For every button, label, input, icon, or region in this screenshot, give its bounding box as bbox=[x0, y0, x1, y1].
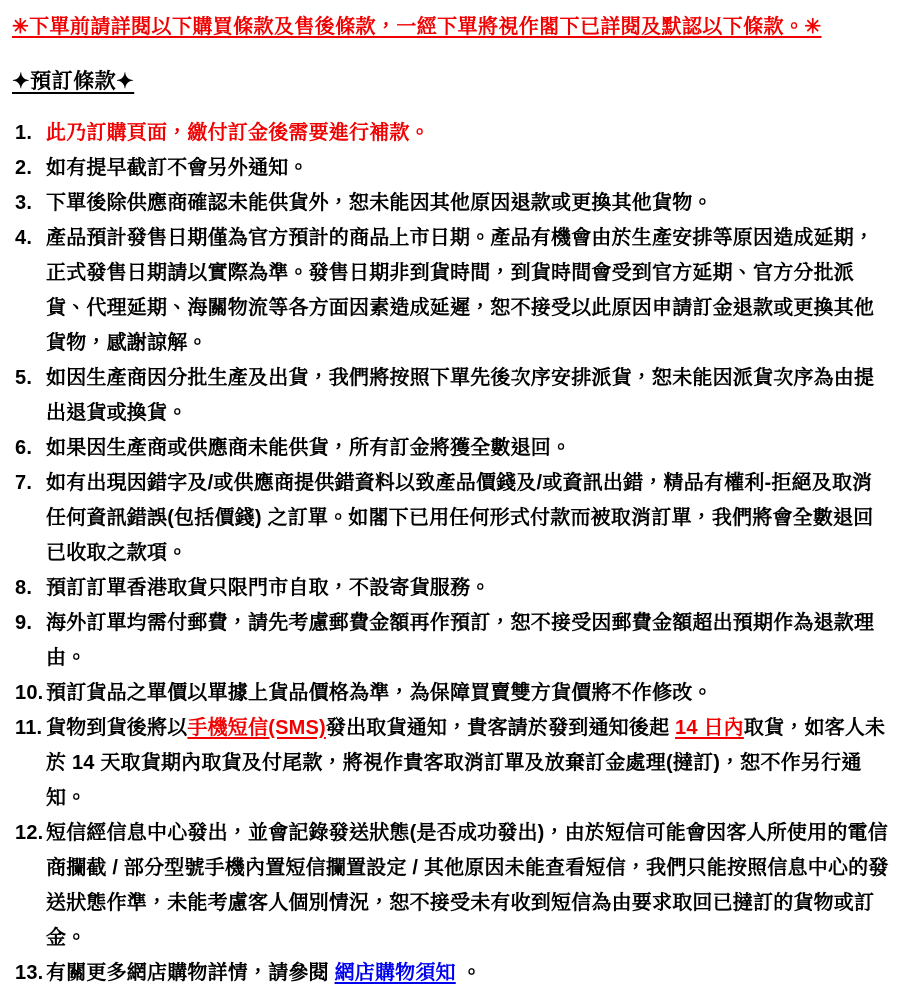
term-number: 4. bbox=[15, 227, 33, 249]
sms-notice-highlight: 手機短信(SMS) bbox=[187, 717, 326, 739]
pre-order-warning-banner: ✳下單前請詳閱以下購買條款及售後條款，一經下單將視作閣下已詳閱及默認以下條款。✳ bbox=[12, 16, 822, 38]
term-text: 短信經信息中心發出，並會記錄發送狀態(是否成功發出)，由於短信可能會因客人所使用的電信商攔截 / 部分型號手機內置短信攔置設定 / 其他原因未能查看短信，我們只能按照信息中心的發送狀態作準，未能考慮客人個別情況，恕不接受未有收到短信為由要求取回已撻訂的貨物或訂金。 bbox=[46, 822, 889, 949]
terms-list bbox=[10, 116, 889, 991]
term-item-7 bbox=[10, 466, 889, 571]
term-item-1 bbox=[10, 116, 889, 151]
term-text: 海外訂單均需付郵費，請先考慮郵費金額再作預訂，恕不接受因郵費金額超出預期作為退款理由。 bbox=[46, 612, 875, 669]
term-item-10 bbox=[10, 676, 889, 711]
term-item-12 bbox=[10, 816, 889, 956]
term-text: 產品預計發售日期僅為官方預計的商品上市日期。產品有機會由於生產安排等原因造成延期，正式發售日期請以實際為準。發售日期非到貨時間，到貨時間會受到官方延期、官方分批派貨、代理延期、海關物流等各方面因素造成延遲，恕不接受以此原因申請訂金退款或更換其他貨物，感謝諒解。 bbox=[46, 227, 875, 354]
term-number: 5. bbox=[15, 367, 33, 389]
term-number: 8. bbox=[15, 577, 33, 599]
term-item-4 bbox=[10, 221, 889, 361]
term-number: 11. bbox=[15, 717, 43, 739]
term-item-9 bbox=[10, 606, 889, 676]
term-number: 2. bbox=[15, 157, 33, 179]
term-number: 3. bbox=[15, 192, 33, 214]
term-text: 取貨，如客人未於 14 天取貨期內取貨及付尾款，將視作貴客取消訂單及放棄訂金處理(撻訂)，恕不作另行通知。 bbox=[46, 717, 886, 809]
term-text: 如有提早截訂不會另外通知。 bbox=[46, 157, 309, 179]
term-number: 9. bbox=[15, 612, 33, 634]
term-text: 。 bbox=[455, 962, 482, 984]
term-text: 如有出現因錯字及/或供應商提供錯資料以致產品價錢及/或資訊出錯，精品有權利-拒絕及取消任何資訊錯誤(包括價錢) 之訂單。如閣下已用任何形式付款而被取消訂單，我們將會全數退回已收取之款項。 bbox=[46, 472, 874, 564]
term-text: 有關更多網店購物詳情，請參閱 bbox=[46, 962, 335, 984]
term-number: 6. bbox=[15, 437, 33, 459]
term-item-6 bbox=[10, 431, 889, 466]
term-text: 如因生產商因分批生產及出貨，我們將按照下單先後次序安排派貨，恕未能因派貨次序為由提出退貨或換貨。 bbox=[46, 367, 875, 424]
term-number: 10. bbox=[15, 682, 44, 704]
term-number: 1. bbox=[15, 122, 33, 144]
term-item-11 bbox=[10, 711, 889, 816]
term-text: 下單後除供應商確認未能供貨外，恕未能因其他原因退款或更換其他貨物。 bbox=[46, 192, 713, 214]
store-shopping-policy-link[interactable]: 網店購物須知 bbox=[334, 962, 456, 984]
term-text: 如果因生產商或供應商未能供貨，所有訂金將獲全數退回。 bbox=[46, 437, 572, 459]
term-text: 預訂貨品之單價以單據上貨品價格為準，為保障買賣雙方貨價將不作修改。 bbox=[46, 682, 713, 704]
term-text: 發出取貨通知，貴客請於發到通知後起 bbox=[325, 717, 676, 739]
term-text: 預訂訂單香港取貨只限門市自取，不設寄貨服務。 bbox=[46, 577, 491, 599]
section-heading-preorder-terms: ✦預訂條款✦ bbox=[12, 70, 135, 93]
term-number: 13. bbox=[15, 962, 44, 984]
term-item-3 bbox=[10, 186, 889, 221]
term-text: 貨物到貨後將以 bbox=[46, 717, 188, 739]
pickup-deadline-highlight: 14 日內 bbox=[675, 717, 744, 739]
term-item-5 bbox=[10, 361, 889, 431]
term-item-2 bbox=[10, 151, 889, 186]
term-number: 12. bbox=[15, 822, 44, 844]
term-text-deposit-notice: 此乃訂購頁面，繳付訂金後需要進行補款。 bbox=[46, 122, 430, 144]
term-item-13 bbox=[10, 956, 889, 991]
term-item-8 bbox=[10, 571, 889, 606]
term-number: 7. bbox=[15, 472, 33, 494]
